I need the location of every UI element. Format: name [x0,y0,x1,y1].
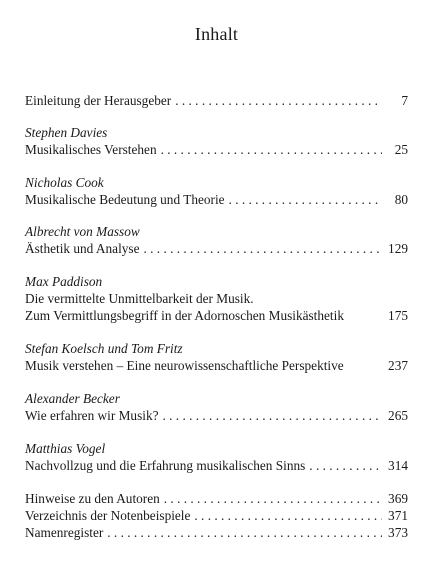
dot-leader [163,407,383,424]
toc-line [25,357,408,374]
toc-entry-cook [25,174,408,208]
toc-line [25,240,408,257]
toc-page-number: 237 [388,358,408,373]
toc-entry-von-massow [25,223,408,257]
dot-leader [194,507,382,524]
toc-page-number: 371 [388,508,408,523]
dot-leader [164,490,382,507]
toc-entry-title: Verzeichnis der Notenbeispiele [25,508,191,523]
toc-entry-author: Stefan Koelsch und Tom Fritz [25,341,183,356]
toc-entry-author: Albrecht von Massow [25,224,140,239]
toc-back-matter [25,490,408,541]
table-of-contents-page [25,0,408,572]
toc-line [25,524,408,541]
toc-page-number: 25 [394,142,408,157]
toc-line [25,141,408,158]
toc-page-number: 369 [388,491,408,506]
toc-entry-title: Einleitung der Herausgeber [25,93,172,108]
toc-line [25,490,408,507]
toc-page-number: 373 [388,525,408,540]
toc-page-number: 175 [388,308,408,323]
toc-entry-title: Zum Vermittlungsbegriff in der Adornoschen Musikästhetik [25,308,344,323]
toc-entry-vogel [25,440,408,474]
toc-entry-author: Stephen Davies [25,125,108,140]
dot-leader [309,457,382,474]
dot-leader [229,191,382,208]
toc-entry-title: Namenregister [25,525,104,540]
toc-entry-davies [25,124,408,158]
toc-entry-title: Musikalisches Verstehen [25,142,157,157]
toc-page-number: 80 [394,192,408,207]
toc-page-number: 314 [388,458,408,473]
toc-line [25,407,408,424]
toc-entry-author: Max Paddison [25,274,103,289]
dot-leader [144,240,383,257]
toc-entry-title: Hinweise zu den Autoren [25,491,160,506]
page-title: Inhalt [194,24,239,44]
toc-entry-title-line1: Die vermittelte Unmittelbarkeit der Musik. [25,291,254,306]
toc-entry-becker [25,390,408,424]
toc-line [25,507,408,524]
toc-entry-introduction [25,92,408,109]
dot-leader [161,141,382,158]
toc-entry-title: Musikalische Bedeutung und Theorie [25,192,225,207]
toc-page-number: 7 [401,93,408,108]
dot-leader [107,524,382,541]
toc-line [25,307,408,324]
toc-entry-title: Ästhetik und Analyse [25,241,140,256]
toc-page-number: 265 [388,408,408,423]
toc-line [25,191,408,208]
toc-entry-koelsch-fritz [25,340,408,374]
toc-page-number: 129 [388,241,408,256]
toc-entry-author: Matthias Vogel [25,441,106,456]
toc-entry-title: Musik verstehen – Eine neurowissenschaftliche Perspektive [25,358,344,373]
toc-line [25,457,408,474]
toc-line [25,92,408,109]
toc-entry-title: Wie erfahren wir Musik? [25,408,159,423]
dot-leader [175,92,382,109]
toc-entry-title: Nachvollzug und die Erfahrung musikalischen Sinns [25,458,306,473]
toc-entry-author: Nicholas Cook [25,175,104,190]
toc-entry-paddison [25,273,408,324]
toc-entry-author: Alexander Becker [25,391,120,406]
